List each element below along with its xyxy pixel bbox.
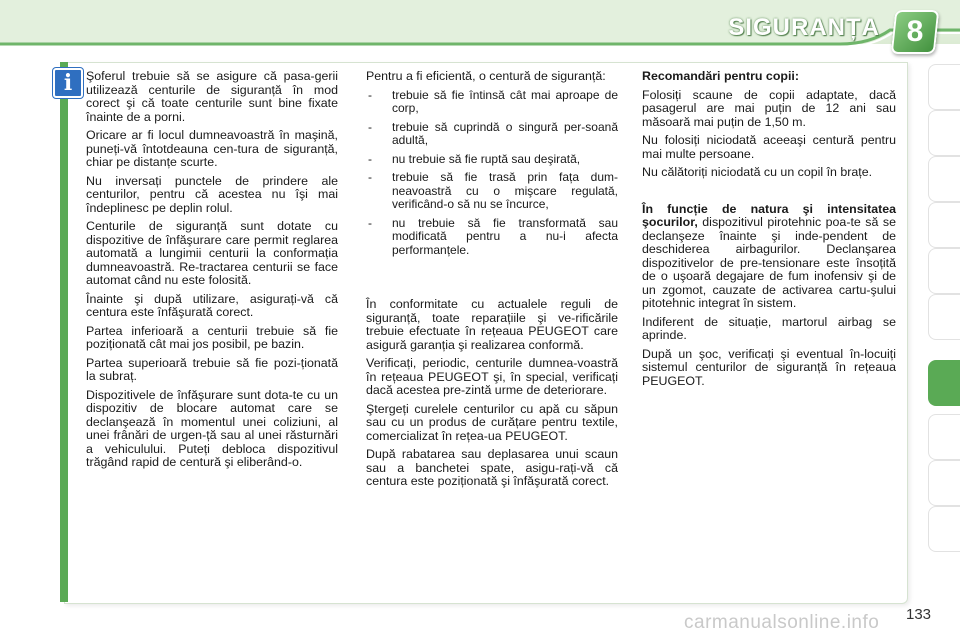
info-stripe xyxy=(60,62,68,602)
chapter-tab[interactable] xyxy=(928,110,960,156)
info-icon-glyph: i xyxy=(63,70,73,96)
chapter-number: 8 xyxy=(906,15,924,48)
paragraph: Partea inferioară a centurii trebuie să fie poziționată cât mai jos posibil, pe bazin. xyxy=(86,323,338,351)
paragraph: Şoferul trebuie să se asigure că pasa-gerii utilizează centurile de siguranță în mod corect şi că toate centurile sunt bine fixate înainte de a porni. xyxy=(86,69,338,124)
chapter-tab[interactable] xyxy=(928,64,960,110)
list-item: - nu trebuie să fie transformată sau modificată pentru a nu-i afecta performanțele. xyxy=(366,217,618,258)
requirements-list xyxy=(366,89,618,258)
list-item: - trebuie să fie trasă prin fața dum-neavoastră cu o mişcare regulată, verificând-o să nu se încurce, xyxy=(366,171,618,212)
bold-lead: În funcție de natura şi intensitatea şocurilor, xyxy=(642,201,896,229)
paragraph: Înainte şi după utilizare, asigurați-vă că centura este înfăşurată corect. xyxy=(86,291,338,319)
list-item: - trebuie să cuprindă o singură per-soană adultă, xyxy=(366,121,618,148)
column-left xyxy=(86,70,338,475)
paragraph: Ştergeți curelele centurilor cu apă cu săpun sau cu un produs de curățare pentru textile, comercializat în rețea-ua PEUGEOT. xyxy=(366,401,618,443)
chapter-tabs xyxy=(928,64,960,584)
section-heading: Recomandări pentru copii: xyxy=(642,69,799,83)
column-middle xyxy=(366,70,618,494)
paragraph-rest: dispozitivul pirotehnic poa-te să se declanşeze înainte şi inde-pendent de deschiderea airbagurilor. Declanşarea dispozitivelor de pre-tensionare este însoțită de o uşoară degajare de fum inofensiv şi de un zgomot, cauzate de activarea cartu-şului pitotehnic integrat în sistem. xyxy=(642,215,896,310)
chapter-tab[interactable] xyxy=(928,294,960,340)
chapter-tab[interactable] xyxy=(928,414,960,460)
paragraph: Folosiți scaune de copii adaptate, dacă pasagerul are mai puțin de 12 ani sau măsoară mai puțin de 1,50 m. xyxy=(642,87,896,129)
page-number: 133 xyxy=(906,606,932,623)
chapter-tab[interactable] xyxy=(928,156,960,202)
paragraph: Nu folosiți niciodată aceeaşi centură pentru mai multe persoane. xyxy=(642,133,896,161)
chapter-tab[interactable] xyxy=(928,460,960,506)
chapter-tab-active[interactable] xyxy=(928,360,960,406)
spacer xyxy=(642,185,896,203)
paragraph: Dispozitivele de înfăşurare sunt dota-te cu un dispozitiv de blocare automat care se declanşează în momentul unei coliziuni, al unei frânări de urgen-ță sau al unei răsturnări a vehiculului. Puteți debloca dispozitivul trăgând rapid de centură şi eliberând-o. xyxy=(86,387,338,469)
spacer xyxy=(366,262,618,298)
chapter-tab[interactable] xyxy=(928,202,960,248)
paragraph: După un şoc, verificați şi eventual în-locuiți sistemul centurilor de siguranță în rețeaua PEUGEOT. xyxy=(642,346,896,388)
chapter-title: SIGURANȚA xyxy=(728,14,880,41)
paragraph: Verificați, periodic, centurile dumnea-voastră în rețeaua PEUGEOT şi, în special, verificați dacă acestea pre-zintă urme de deteriorare. xyxy=(366,356,618,397)
paragraph: După rabatarea sau deplasarea unui scaun sau a banchetei spate, asigu-rați-vă că centura este poziționată şi înfăşurată corect. xyxy=(366,447,618,488)
column-right xyxy=(642,70,896,393)
paragraph: Oricare ar fi locul dumneavoastră în maşină, puneți-vă întotdeauna cen-tura de siguranță, chiar pe distanțe scurte. xyxy=(86,128,338,169)
paragraph: Centurile de siguranță sunt dotate cu dispozitive de înfăşurare care permit reglarea automată a lungimii centurii la conformația dumneavoastră. Re-tractarea centurii se face automat când nu este folosită. xyxy=(86,219,338,287)
list-item: - nu trebuie să fie ruptă sau deşirată, xyxy=(366,153,618,167)
paragraph: Partea superioară trebuie să fie pozi-ționată la subraț. xyxy=(86,355,338,383)
chapter-tab[interactable] xyxy=(928,248,960,294)
watermark: carmanualsonline.info xyxy=(684,612,880,633)
paragraph: Indiferent de situație, martorul airbag se aprinde. xyxy=(642,314,896,342)
list-item: - trebuie să fie întinsă cât mai aproape de corp, xyxy=(366,89,618,116)
paragraph: Nu inversați punctele de prindere ale centurilor, pentru că acestea nu îşi mai îndeplinesc pe deplin rolul. xyxy=(86,173,338,215)
paragraph: Nu călătoriți niciodată cu un copil în brațe. xyxy=(642,165,873,179)
chapter-number-badge xyxy=(891,10,940,54)
pyrotechnic-paragraph xyxy=(642,203,896,311)
chapter-tab[interactable] xyxy=(928,506,960,552)
list-intro: Pentru a fi eficientă, o centură de siguranță: xyxy=(366,69,606,83)
paragraph: În conformitate cu actualele reguli de siguranță, toate reparațiile şi ve-rificările trebuie efectuate în rețeaua PEUGEOT care asigură garanția şi realizarea conformă. xyxy=(366,297,618,352)
info-icon xyxy=(53,68,83,98)
